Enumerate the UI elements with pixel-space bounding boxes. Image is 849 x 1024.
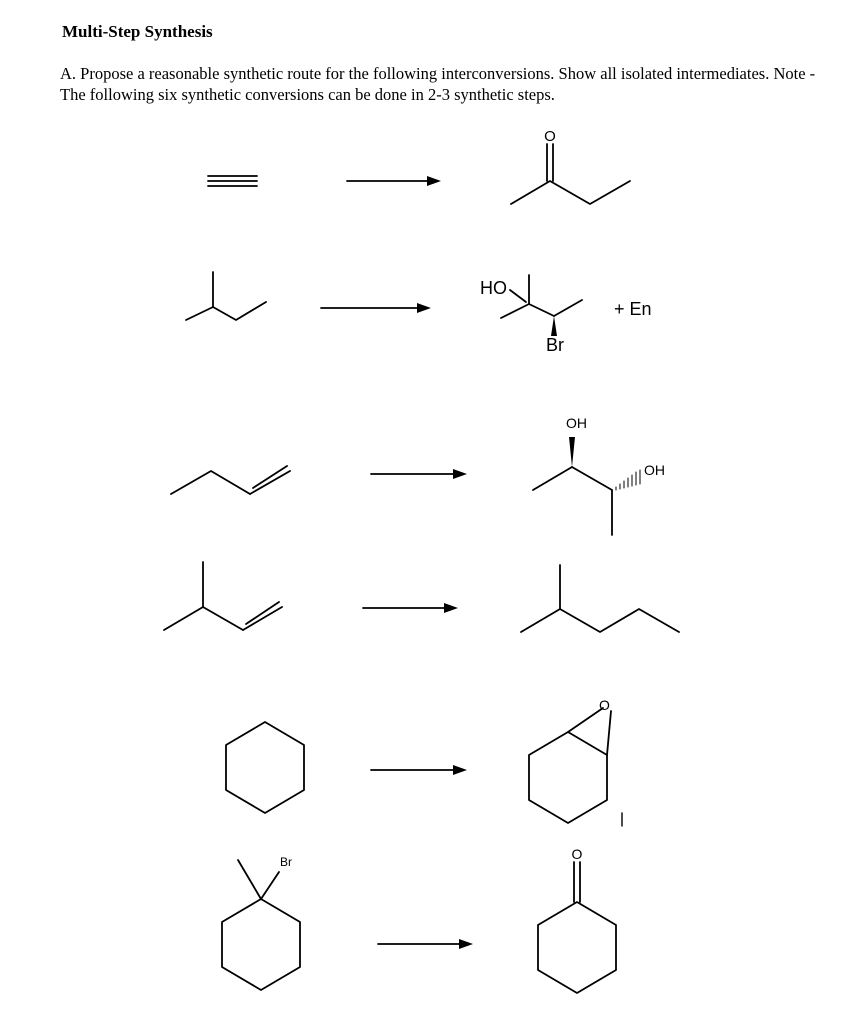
reaction-arrow <box>363 603 458 613</box>
methylbutene-structure <box>164 562 282 630</box>
bromine-label: Br <box>546 335 564 355</box>
hydroxyl-side-label: OH <box>644 462 665 478</box>
reaction-arrow <box>378 939 473 949</box>
bromomethylcyclohexane-structure <box>222 855 300 990</box>
epoxide-structure <box>529 697 622 826</box>
hydroxyl-label: HO <box>480 278 507 298</box>
ethyne-structure <box>208 176 257 186</box>
bromine-label: Br <box>280 855 292 869</box>
carbonyl-oxygen-label: O <box>571 846 583 862</box>
reaction-arrow <box>371 469 467 479</box>
reaction-2 <box>186 272 652 355</box>
bromohydrin-structure <box>480 275 652 355</box>
epoxide-oxygen-label: O <box>599 697 610 713</box>
reaction-arrow <box>347 176 441 186</box>
reaction-arrow <box>321 303 431 313</box>
enantiomer-note: + En <box>614 299 652 319</box>
isopentane-structure <box>521 565 679 632</box>
reaction-6 <box>222 846 616 993</box>
butanone-structure <box>511 128 630 204</box>
butene-structure <box>171 466 290 494</box>
page-title: Multi-Step Synthesis <box>62 22 213 41</box>
reaction-4 <box>164 562 679 632</box>
diol-structure <box>533 415 665 535</box>
reaction-1 <box>208 128 630 204</box>
hydroxyl-top-label: OH <box>566 415 587 431</box>
carbonyl-oxygen-label: O <box>544 128 556 145</box>
reaction-arrow <box>371 765 467 775</box>
cyclohexane-structure <box>226 722 304 813</box>
hashed-bond <box>616 470 640 490</box>
problem-prompt: A. Propose a reasonable synthetic route for the following interconversions. Show all isolated intermediates. Note - The following six synthetic conversions can be done in 2-3 synthetic steps. <box>60 64 816 104</box>
reaction-5 <box>226 697 622 826</box>
cyclohexanone-structure <box>538 846 616 993</box>
isobutane-structure <box>186 272 266 320</box>
reaction-3 <box>171 415 665 535</box>
